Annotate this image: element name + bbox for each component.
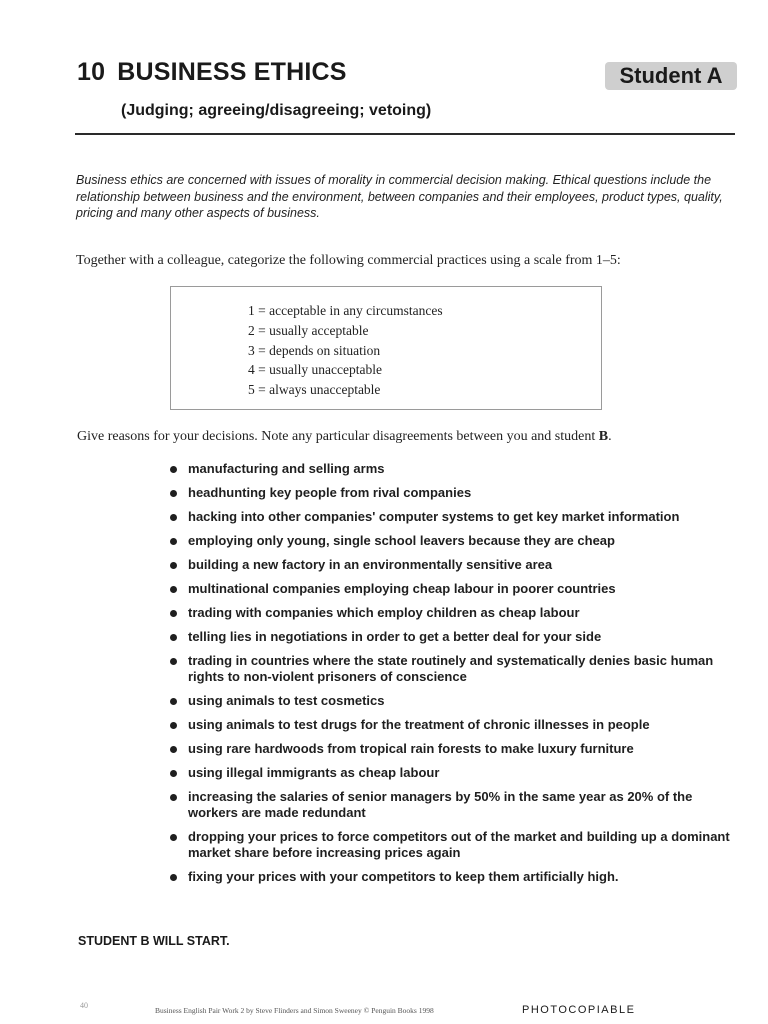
instruction-text: Together with a colleague, categorize the following commercial practices using a scale from 1–5: [76, 253, 621, 268]
practice-item [170, 509, 740, 525]
reasons-end: . [608, 429, 612, 444]
practice-item [170, 485, 740, 501]
unit-heading [77, 58, 347, 87]
practice-item [170, 533, 740, 549]
practice-item [170, 789, 740, 821]
bullet-icon [170, 466, 177, 473]
practice-item [170, 717, 740, 733]
practice-text: trading in countries where the state routinely and systematically denies basic human rights to non-violent prisoners of conscience [188, 653, 714, 684]
bullet-icon [170, 634, 177, 641]
scale-item: 1 = acceptable in any circumstances [248, 303, 443, 318]
practice-item [170, 869, 740, 885]
practice-text: increasing the salaries of senior managers by 50% in the same year as 20% of the workers are made redundant [188, 789, 693, 820]
student-tag: Student A [605, 62, 737, 90]
bullet-icon [170, 610, 177, 617]
practice-item [170, 557, 740, 573]
practice-item [170, 605, 740, 621]
practice-item [170, 629, 740, 645]
practice-text: manufacturing and selling arms [188, 461, 385, 476]
practice-text: using animals to test cosmetics [188, 693, 385, 708]
bullet-icon [170, 658, 177, 665]
bullet-icon [170, 746, 177, 753]
practice-text: fixing your prices with your competitors to keep them artificially high. [188, 869, 619, 884]
practice-text: multinational companies employing cheap labour in poorer countries [188, 581, 616, 596]
bullet-icon [170, 538, 177, 545]
unit-number: 10 [77, 58, 106, 86]
bullet-icon [170, 586, 177, 593]
scale-item: 2 = usually acceptable [248, 322, 369, 338]
header-divider [75, 133, 735, 135]
practice-item [170, 829, 740, 861]
bullet-icon [170, 562, 177, 569]
reasons-student: B [598, 429, 609, 444]
bullet-icon [170, 514, 177, 521]
scale-item: 5 = always unacceptable [248, 382, 381, 398]
bullet-icon [170, 794, 177, 801]
scale-item: 3 = depends on situation [248, 342, 381, 358]
practice-item [170, 765, 740, 781]
practices-list [170, 461, 740, 893]
practice-item [170, 741, 740, 757]
scale-box [170, 286, 602, 410]
bullet-icon [170, 874, 177, 881]
practice-text: trading with companies which employ children as cheap labour [188, 605, 580, 620]
page-number: 40 [80, 1001, 88, 1010]
scale-item: 4 = usually unacceptable [248, 362, 382, 378]
unit-subtitle: (Judging; agreeing/disagreeing; vetoing) [121, 102, 432, 119]
bullet-icon [170, 770, 177, 777]
practice-item [170, 693, 740, 709]
photocopiable-tag: PHOTOCOPIABLE [522, 1004, 636, 1016]
start-note: STUDENT B WILL START. [78, 934, 230, 948]
bullet-icon [170, 698, 177, 705]
intro-paragraph: Business ethics are concerned with issues of morality in commercial decision making. Ethical questions include the relationship between business and the environment, between companies and their employees, product types, quality, pricing and many other aspects of business. [76, 173, 723, 220]
scale-list [248, 301, 443, 400]
bullet-icon [170, 722, 177, 729]
practice-text: telling lies in negotiations in order to get a better deal for your side [188, 629, 602, 644]
footer-credit: Business English Pair Work 2 by Steve Flinders and Simon Sweeney © Penguin Books 1998 [155, 1006, 434, 1015]
practice-item [170, 581, 740, 597]
bullet-icon [170, 490, 177, 497]
practice-text: using rare hardwoods from tropical rain forests to make luxury furniture [188, 741, 634, 756]
practice-text: dropping your prices to force competitors out of the market and building up a dominant market share before increasing prices again [188, 829, 730, 860]
practice-text: headhunting key people from rival companies [188, 485, 472, 500]
practice-item [170, 653, 740, 685]
reasons-instruction [77, 429, 747, 445]
practice-text: using illegal immigrants as cheap labour [188, 765, 440, 780]
reasons-text: Give reasons for your decisions. Note any particular disagreements between you and student [77, 429, 599, 444]
practice-text: building a new factory in an environmentally sensitive area [188, 557, 553, 572]
practice-text: using animals to test drugs for the treatment of chronic illnesses in people [188, 717, 650, 732]
practice-text: hacking into other companies' computer systems to get key market information [188, 509, 680, 524]
practice-item [170, 461, 740, 477]
practice-text: employing only young, single school leavers because they are cheap [188, 533, 615, 548]
bullet-icon [170, 834, 177, 841]
unit-title: BUSINESS ETHICS [117, 58, 347, 86]
